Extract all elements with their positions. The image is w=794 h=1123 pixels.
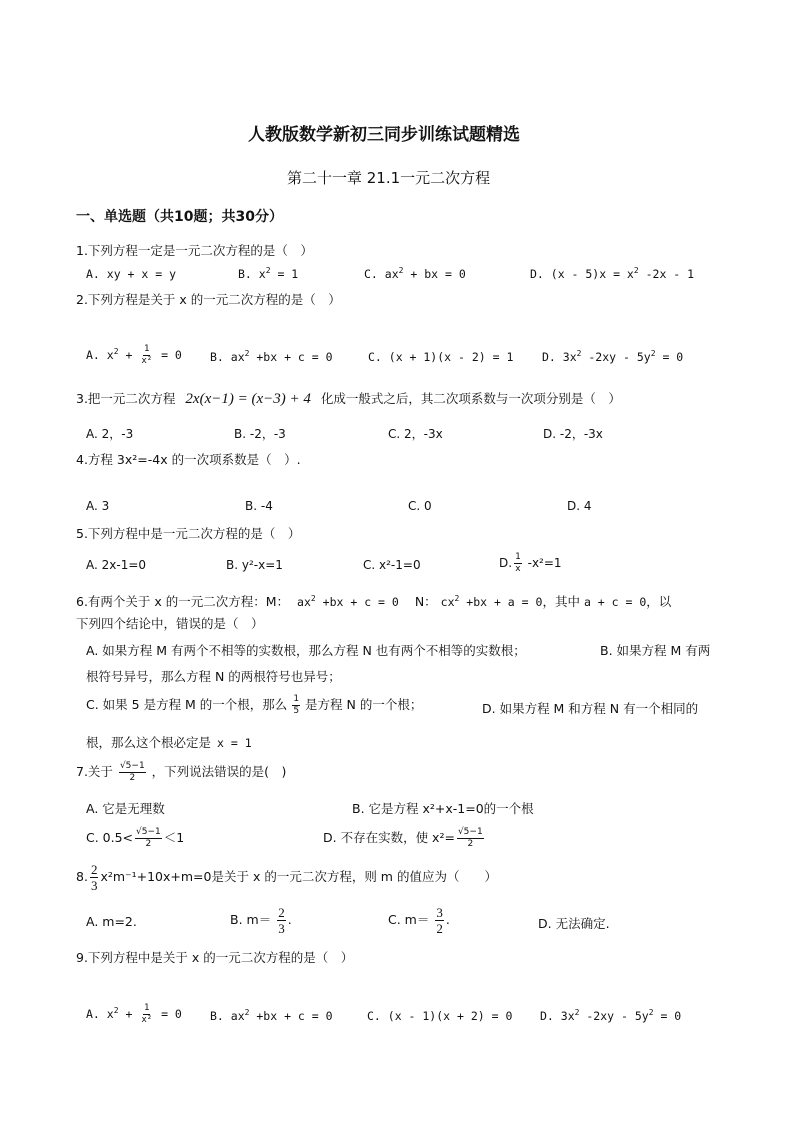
question-1-option-d[interactable]: D. $(x - 5)x = x^2$ -2x - 1 [530, 266, 695, 281]
question-1-option-b[interactable]: B. $x^2 = 1$ [238, 266, 299, 281]
question-8-option-d[interactable]: D. 无法确定. [538, 916, 610, 931]
question-3-option-c[interactable]: C. 2，-3x [388, 427, 443, 441]
question-6-stem-line-2: 下列四个结论中，错误的是（ ） [76, 616, 264, 631]
question-9-option-d[interactable]: D. $3x^2$ $-2xy - 5y^2 = 0$ [540, 1008, 682, 1023]
question-6-option-d-line-2[interactable]: 根，那么这个根必定是 x = 1 [86, 735, 252, 750]
question-5-option-a[interactable]: A. 2x-1=0 [86, 558, 147, 572]
question-6-option-a[interactable]: A. 如果方程 M 有两个不相等的实数根，那么方程 N 也有两个不相等的实数根； [86, 643, 526, 658]
question-4-option-b[interactable]: B. -4 [245, 499, 273, 513]
question-4-stem: 4.方程 3x²=-4x 的一次项系数是（ ）. [76, 452, 301, 467]
question-4-option-d[interactable]: D. 4 [567, 499, 592, 513]
question-6-stem-line-1: 6.有两个关于 x 的一元二次方程：M： $ax^2 +bx + c = 0$ N： $cx^2 +bx + a = 0$，其中 a + c = 0，以 [76, 594, 672, 609]
question-5-option-d[interactable]: D. $\frac{1}{x}$ -x²=1 [499, 552, 562, 574]
question-3-stem: 3.把一元二次方程 2x(x−1) = (x−3) + 4 化成一般式之后，其二次项系数与一次项分别是（ ） [76, 391, 621, 407]
question-6-option-b-line-1[interactable]: B. 如果方程 M 有两 [600, 643, 711, 658]
fraction: $\frac{√5-1}{2}$ [457, 827, 483, 849]
question-4-option-c[interactable]: C. 0 [408, 499, 432, 513]
question-7-option-a[interactable]: A. 它是无理数 [86, 801, 165, 816]
question-6-option-d-line-1[interactable]: D. 如果方程 M 和方程 N 有一个相同的 [482, 701, 699, 716]
question-2-option-d[interactable]: D. $3x^2$ $-2xy - 5y^2 = 0$ [542, 349, 684, 364]
question-5-option-b[interactable]: B. y²-x=1 [226, 558, 283, 572]
question-9-option-b[interactable]: B. $ax^2 +bx + c = 0$ [210, 1008, 333, 1023]
fraction: $\frac{1}{x}$ [515, 552, 521, 574]
fraction: $\frac{2}{3}$ [278, 905, 285, 936]
question-9-option-a[interactable]: A. $x^2$ + $\frac{1}{\text{x²}}$ = 0 [86, 1003, 182, 1025]
question-7-option-c[interactable]: C. 0.5< $\frac{√5-1}{2}$ ＜1 [86, 827, 185, 849]
question-3-option-a[interactable]: A. 2，-3 [86, 427, 134, 441]
fraction: $\frac{√5-1}{2}$ [136, 827, 161, 849]
question-1-option-a[interactable]: A. xy + x = y [86, 267, 177, 281]
question-1-stem: 1.下列方程一定是一元二次方程的是（ ） [76, 243, 313, 258]
fraction: $\frac{3}{2}$ [436, 905, 443, 936]
question-4-option-a[interactable]: A. 3 [86, 499, 110, 513]
fraction: $\frac{1}{\text{x²}}$ [141, 344, 153, 366]
question-9-option-c[interactable]: C. (x - 1)(x + 2) = 0 [367, 1009, 513, 1023]
question-2-stem: 2.下列方程是关于 x 的一元二次方程的是（ ） [76, 292, 341, 307]
fraction: $\frac{√5-1}{2}$ [119, 761, 145, 783]
fraction: $\frac{1}{\text{x²}}$ [141, 1003, 153, 1025]
question-9-stem: 9.下列方程中是关于 x 的一元二次方程的是（ ） [76, 950, 354, 965]
question-2-option-c[interactable]: C. (x + 1)(x - 2) = 1 [368, 350, 514, 364]
equation: 2x(x−1) = (x−3) + 4 [185, 391, 311, 407]
question-8-option-c[interactable]: C. m＝ $\frac{3}{2}$ . [388, 905, 450, 936]
question-2-option-a[interactable]: A. $x^2$ + $\frac{1}{\text{x²}}$ = 0 [86, 344, 182, 366]
chapter-heading: 第二十一章 21.1一元二次方程 [287, 169, 491, 187]
fraction: $\frac{1}{5}$ [293, 694, 300, 716]
question-7-option-b[interactable]: B. 它是方程 x²+x-1=0的一个根 [352, 801, 534, 816]
question-7-stem: 7.关于 $\frac{√5-1}{2}$ ，下列说法错误的是( ) [76, 761, 287, 783]
question-8-option-b[interactable]: B. m＝ $\frac{2}{3}$ . [230, 905, 292, 936]
question-1-option-c[interactable]: C. $ax^2$ + bx = 0 [364, 266, 466, 281]
equation-m: $ax^2 +bx + c = 0$ [297, 594, 399, 609]
document-title: 人教版数学新初三同步训练试题精选 [248, 125, 520, 145]
question-3-option-b[interactable]: B. -2，-3 [234, 427, 286, 441]
question-3-option-d[interactable]: D. -2，-3x [543, 427, 603, 441]
question-8-stem: 8. $\frac{2}{3}$ x²m⁻¹+10x+m=0是关于 x 的一元二次方程，则 m 的值应为（ ） [76, 862, 497, 893]
question-5-stem: 5.下列方程中是一元二次方程的是（ ） [76, 526, 301, 541]
question-6-option-b-line-2[interactable]: 根符号异号，那么方程 N 的两根符号也异号； [86, 669, 341, 684]
section-heading: 一、单选题（共10题；共30分） [76, 209, 283, 225]
fraction: $\frac{2}{3}$ [90, 862, 98, 893]
question-7-option-d[interactable]: D. 不存在实数，使 x²= $\frac{√5-1}{2}$ [323, 827, 483, 849]
question-2-option-b[interactable]: B. $ax^2 +bx + c = 0$ [210, 349, 333, 364]
equation-n: $cx^2 +bx + a = 0$ [440, 594, 543, 609]
question-8-option-a[interactable]: A. m=2. [86, 914, 137, 929]
condition: a + c = 0 [583, 595, 647, 609]
question-5-option-c[interactable]: C. x²-1=0 [363, 558, 421, 572]
question-6-option-c[interactable]: C. 如果 5 是方程 M 的一个根，那么 $\frac{1}{5}$ 是方程 N 的一个根； [86, 694, 423, 716]
